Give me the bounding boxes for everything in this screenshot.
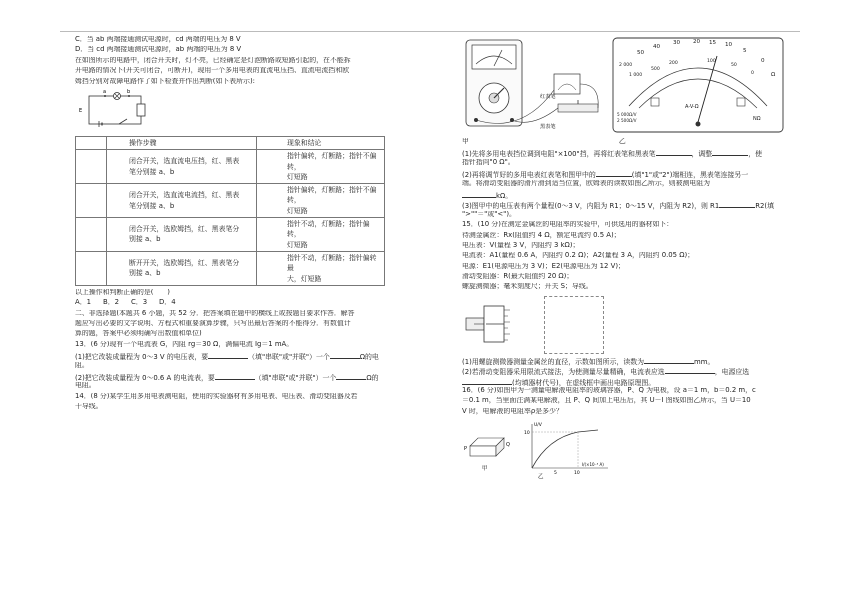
svg-text:a: a	[103, 88, 107, 95]
row-step-text: 闭合开关，选直流电压挡，红、黑表	[129, 157, 240, 166]
ui-graph-figure	[518, 418, 618, 480]
left-column	[75, 36, 393, 414]
meter-sensitivity-2: 2 500Ω/V	[617, 118, 637, 123]
tick-label: 1 000	[629, 73, 643, 78]
q12-text-3: 姆挡分别对故障电路作了如下检查并作出判断(如下表所示):	[75, 77, 255, 85]
container-figure	[462, 422, 512, 474]
figure-jia-multimeter-setup	[462, 36, 610, 136]
tick-label: 0	[751, 71, 754, 76]
tick-label: 100	[707, 59, 716, 64]
tick-label: 50	[637, 50, 645, 56]
tick-label: 15	[709, 40, 717, 46]
row-result-text: 指针偏转，灯断路；指针不偏转，	[287, 186, 377, 205]
caption-jia-16: 甲	[482, 466, 488, 473]
answer-blank[interactable]	[330, 351, 360, 359]
option-c: C．当 ab 两端接通测试电源时，cd 两端的电压为 8 V	[75, 36, 241, 43]
section2-text-3: 算的题，答案中必须明确写出数值和单位)	[75, 330, 202, 338]
choice-a: A．1	[75, 299, 91, 307]
q12-question: 以上操作和判断正确的是( )	[75, 288, 170, 296]
header-step: 操作步骤	[107, 136, 257, 149]
q16-figures	[462, 418, 788, 482]
circuit-answer-box[interactable]	[544, 296, 604, 354]
q14-part2-c: kΩ。	[462, 190, 788, 200]
header-result: 现象和结论	[257, 136, 385, 149]
row-result-text: 指针偏转，灯断路；指针不偏转，	[287, 152, 377, 171]
tick-label: 500	[651, 67, 660, 72]
q14-part2: (2)再将调节好的多用电表红表笔和图甲中的 (填"1"或"2")端相连，黑表笔连接另一	[462, 171, 749, 180]
q13-part2: (2)把它改装成量程为 0～0.6 A 的电流表，要 （填"串联"或"并联"）一个 Ω的	[75, 373, 379, 382]
q15-text-2: 待测金属丝：Rx(阻值约 4 Ω，额定电流约 0.5 A)；	[462, 231, 621, 239]
row-result-text: 灯短路	[287, 206, 308, 215]
tick-label: 200	[669, 61, 678, 66]
q12-text-2: 开电路的情况下(开关可闭合，可断开)，现用一个多用电表的直流电压挡、直流电流挡和欧	[75, 67, 350, 75]
q14-part1-end: 指针指向"0 Ω"。	[462, 158, 515, 166]
q15-text-6: 滑动变阻器：R(最大阻值约 20 Ω)；	[462, 273, 574, 281]
row-step-text: 闭合开关，选直流电流挡，红、黑表	[129, 191, 240, 200]
answer-blank[interactable]	[656, 148, 692, 156]
answer-blank[interactable]	[719, 200, 755, 208]
svg-text:b: b	[127, 88, 131, 95]
tick-label: 5	[743, 48, 747, 54]
answer-blank[interactable]	[665, 366, 715, 374]
caption-jia: 甲	[462, 138, 469, 145]
row-result-text: 指针不动，灯断路；指针偏转最	[287, 253, 377, 273]
q13-part1-end: 阻。	[75, 361, 89, 369]
meter-sensitivity-1: 5 000Ω/V	[617, 112, 637, 117]
q13-part1: (1)把它改装成量程为 0～3 V 的电压表，要 （填"串联"或"并联"）一个 Ω的电	[75, 353, 379, 362]
q14-text-1: 14．(8 分)某学生用多用电表测电阻，使用的实验器材有多用电表、电压表、滑动变阻器及若	[75, 392, 358, 400]
q16-text-3: V 时，电解液的电阻率ρ是多少？	[462, 407, 563, 415]
svg-text:Q: Q	[506, 442, 510, 449]
answer-blank[interactable]	[215, 372, 255, 380]
q13-part2-end: 电阻。	[75, 382, 96, 390]
q15-text-3: 电压表：V(量程 3 V，内阻约 3 kΩ)；	[462, 241, 580, 249]
q14-part3: (3)图甲中的电压表有两个量程(0～3 V，内阻为 R1；0～15 V，内阻为 R2)，则 R1 R2(填	[462, 202, 774, 211]
red-lead-label: 红表笔	[540, 94, 556, 100]
q15-text-1: 15．(10 分)在测定金属丝的电阻率的实验中，可供选用的器材如下：	[462, 221, 674, 229]
row-step-text: 断开开关，选欧姆挡，红、黑表笔分	[129, 259, 240, 268]
q16-text-2: ＝0.1 m，当里面注满某电解液，且 P、Q 间加上电压后，其 U－I 图线如图乙所示，当 U＝10	[462, 397, 751, 405]
row-result-text: 指针不动，灯断路；指针偏转，	[287, 220, 370, 239]
i-tick-label: 5	[554, 471, 557, 477]
caption-yi-16: 乙	[538, 474, 544, 481]
q15-figures	[462, 294, 788, 356]
row-step-text: 别接 a、b	[129, 269, 161, 278]
u-tick-label: 10	[524, 431, 530, 437]
tick-label: 30	[673, 40, 681, 46]
table-row	[76, 184, 385, 218]
fault-check-table	[75, 136, 385, 286]
tick-label: 20	[693, 39, 701, 45]
table-header-row	[76, 136, 385, 149]
q12-choices	[75, 299, 393, 309]
choice-d: D．4	[159, 299, 176, 307]
q14-text-2: 干导线。	[75, 403, 103, 411]
choice-c: C．3	[131, 299, 148, 307]
meter-nw-label: NΩ	[753, 116, 761, 122]
q14-part2-b: 端。将滑动变阻器的滑片滑到适当位置，欧姆表的读数如图乙所示，则被测电阻为	[462, 179, 711, 187]
q14-part3-end: ">""＝"或"<")。	[462, 210, 516, 218]
svg-text:E: E	[79, 107, 83, 114]
table-row	[76, 150, 385, 184]
page-header-rule	[60, 31, 800, 32]
q14-part1: (1)先将多用电表挡位调到电阻"×100"挡，再将红表笔和黑表笔 ，调整 ，使	[462, 150, 762, 159]
figure-yi-ohmmeter-dial	[611, 36, 787, 136]
micrometer-figure	[462, 296, 522, 354]
figure-row-captions	[462, 138, 788, 148]
black-lead-label: 黑表笔	[540, 124, 556, 130]
section2-text-2: 题应写出必要的文字说明、方程式和重要演算步骤，只写出最后答案的不能得分．有数值计	[75, 319, 351, 327]
row-result-text: 灯短路	[287, 172, 308, 181]
q13-stem: 13．(6 分)现有一个电流表 G，内阻 rg＝30 Ω，满偏电流 Ig＝1 mA。	[75, 340, 294, 348]
option-d: D．当 cd 两端接通测试电源时，ab 两端的电压为 8 V	[75, 46, 242, 54]
i-axis-label: I/(×10⁻³ A)	[582, 462, 604, 468]
row-step-text: 别接 a、b	[129, 235, 161, 244]
table-row	[76, 218, 385, 252]
meter-function-label: A-V-Ω	[685, 104, 699, 110]
q15-part2: (2)若滑动变阻器采用限流式接法，为使测量尽量精确，电流表应选 ，电源应选	[462, 368, 750, 377]
u-axis-label: U/V	[534, 423, 542, 429]
i-tick-label: 10	[574, 471, 580, 477]
ohm-symbol: Ω	[771, 72, 776, 78]
tick-label: 40	[653, 44, 661, 50]
tick-label: 10	[725, 42, 733, 48]
q15-text-5: 电源：E1(电源电压为 3 V)；E2(电源电压为 12 V)；	[462, 262, 625, 270]
q16-text-1: 16．(6 分)如图甲为一测量电解液电阻率的玻璃容器，P、Q 为电极，设 a＝1 m，b＝0.2 m，c	[462, 387, 756, 395]
q12-text-1: 在如图所示的电路中，闭合开关时，灯不亮，已经确定是灯泡断路或短路引起的，在不能拆	[75, 56, 351, 64]
tick-label: 2 000	[619, 63, 633, 68]
answer-blank[interactable]	[462, 377, 512, 385]
row-step-text: 笔分别接 a、b	[129, 167, 175, 176]
tick-label: 50	[731, 63, 737, 68]
answer-blank[interactable]	[462, 190, 496, 198]
answer-blank[interactable]	[644, 356, 694, 364]
row-step-text: 闭合开关，选欧姆挡，红、黑表笔分	[129, 225, 240, 234]
circuit-figure	[75, 88, 393, 134]
q15-part1: (1)用螺旋测微器测量金属丝的直径，示数如图所示，读数为 mm。	[462, 357, 715, 366]
q15-text-7: 螺旋测微器；毫米刻度尺；开关 S；导线。	[462, 283, 593, 291]
answer-blank[interactable]	[712, 148, 748, 156]
answer-blank[interactable]	[336, 372, 366, 380]
row-result-text: 大，灯短路	[287, 274, 322, 283]
svg-text:P: P	[464, 446, 468, 453]
answer-blank[interactable]	[596, 169, 632, 177]
circuit-diagram	[75, 88, 155, 132]
q15-text-4: 电流表：A1(量程 0.6 A，内阻约 0.2 Ω)；A2(量程 3 A，内阻约 0.05 Ω)；	[462, 252, 695, 260]
q15-part2-end: (均填器材代号)，在虚线框中画出电路原理图。	[462, 377, 788, 387]
right-column	[462, 138, 788, 482]
section2-text-1: 二、非选择题(本题共 6 小题，共 52 分．把答案填在题中的横线上或按题目要求作答．解答	[75, 309, 355, 317]
answer-blank[interactable]	[208, 351, 248, 359]
table-row	[76, 251, 385, 285]
row-step-text: 笔分别接 a、b	[129, 201, 175, 210]
row-result-text: 灯短路	[287, 240, 308, 249]
caption-yi: 乙	[618, 138, 626, 145]
tick-label: 0	[761, 58, 765, 64]
choice-b: B．2	[103, 299, 120, 307]
